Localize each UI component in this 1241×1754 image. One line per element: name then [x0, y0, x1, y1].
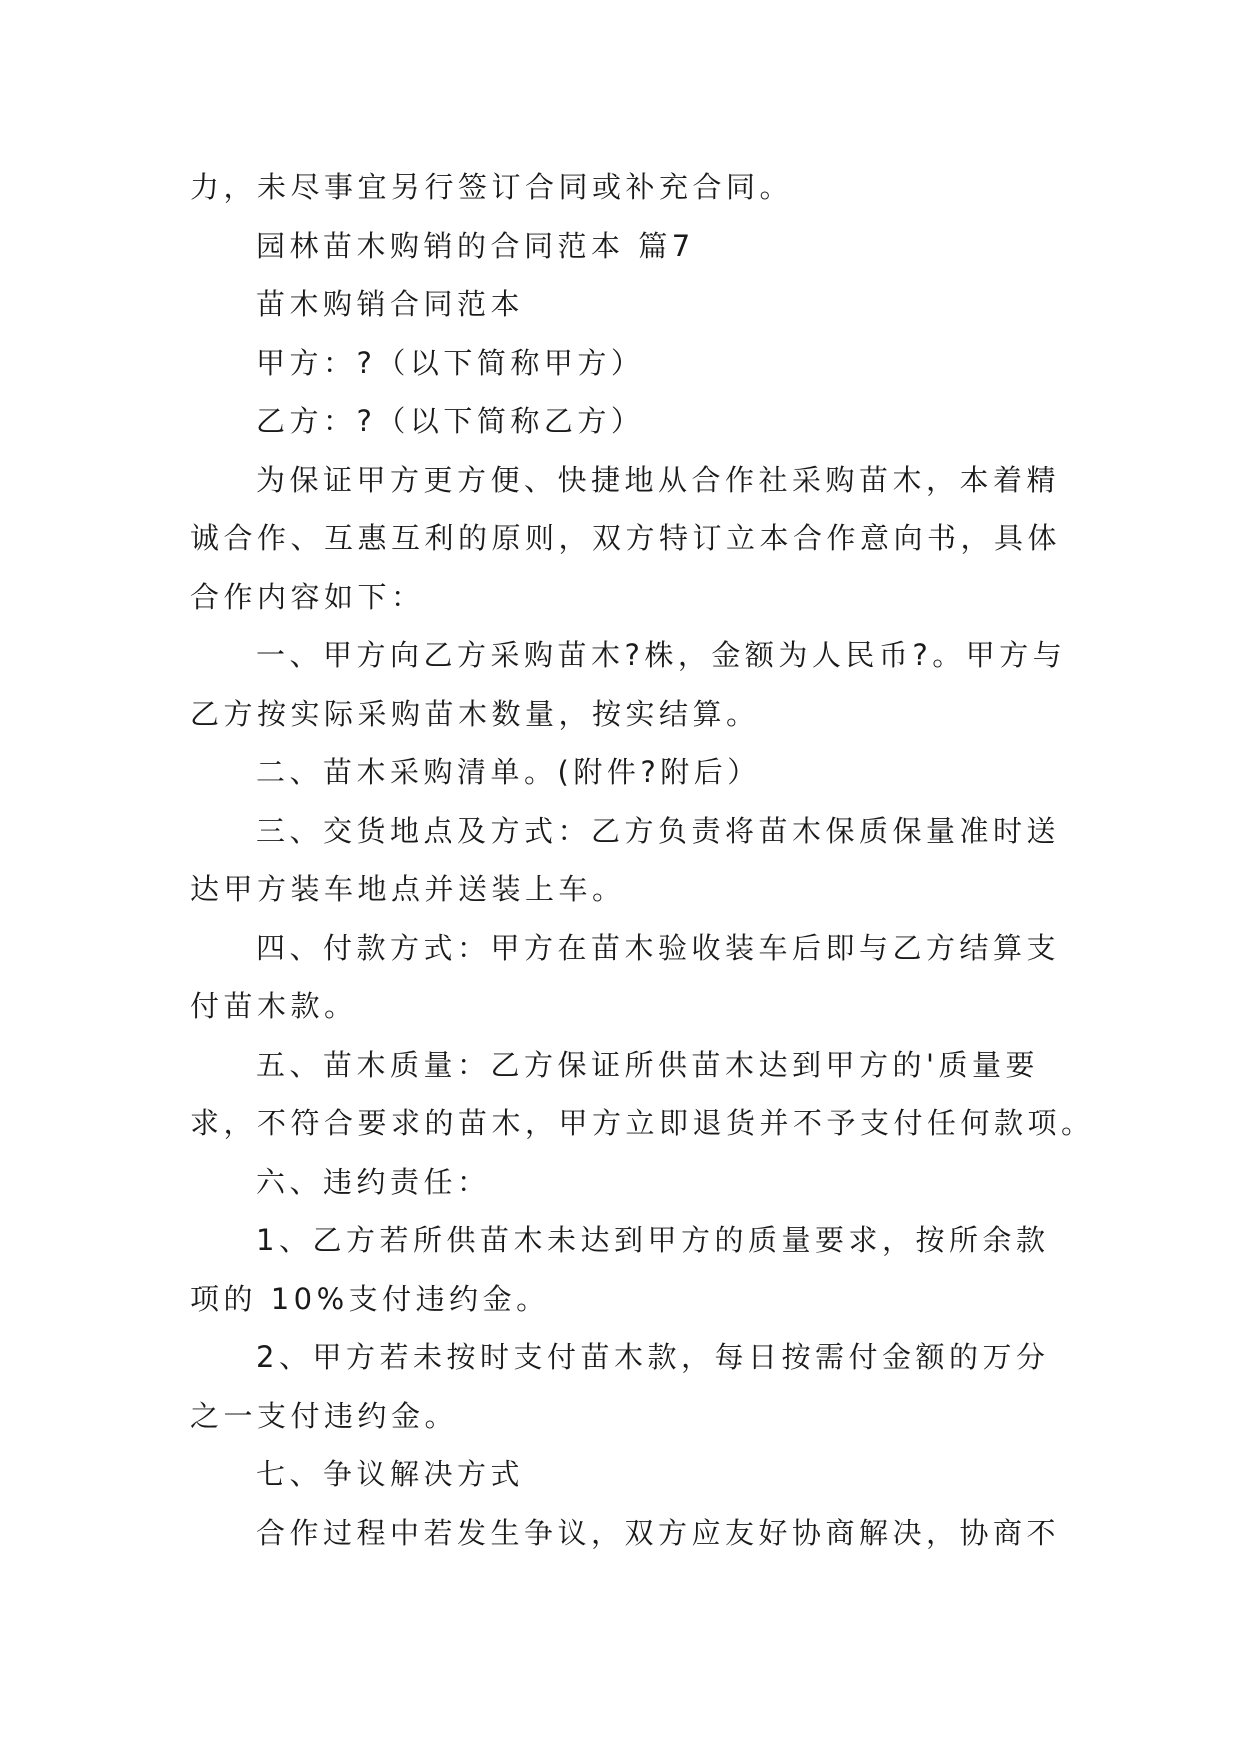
text-line: 力，未尽事宜另行签订合同或补充合同。: [190, 170, 794, 204]
text-line: 达甲方装车地点并送装上车。: [190, 872, 626, 906]
contract-title: 苗木购销合同范本: [256, 287, 525, 321]
text-line: 求，不符合要求的苗木，甲方立即退货并不予支付任何款项。: [190, 1106, 1095, 1140]
party-b-line: 乙方：?（以下简称乙方）: [256, 404, 645, 438]
text-line: 合作过程中若发生争议，双方应友好协商解决，协商不: [256, 1515, 1061, 1550]
document-body: [190, 158, 1095, 1562]
text-line: 乙方按实际采购苗木数量，按实结算。: [190, 696, 760, 731]
sub-clause-1: 1、乙方若所供苗木未达到甲方的质量要求，按所余款: [256, 1223, 1050, 1257]
text-line: 为保证甲方更方便、快捷地从合作社采购苗木，本着精: [256, 462, 1061, 497]
clause-4: 四、付款方式：甲方在苗木验收装车后即与乙方结算支: [256, 930, 1061, 965]
text-line: 合作内容如下：: [190, 579, 425, 614]
clause-7: 七、争议解决方式: [256, 1457, 525, 1491]
text-line: 诚合作、互惠互利的原则，双方特订立本合作意向书，具体: [190, 521, 1062, 555]
clause-1: 一、甲方向乙方采购苗木?株，金额为人民币?。甲方与: [256, 638, 1067, 672]
text-line: 之一支付违约金。: [190, 1398, 459, 1433]
section-heading: 园林苗木购销的合同范本 篇7: [256, 228, 695, 263]
clause-6: 六、违约责任：: [256, 1164, 491, 1199]
clause-3: 三、交货地点及方式：乙方负责将苗木保质保量准时送: [256, 813, 1061, 848]
party-a-line: 甲方：?（以下简称甲方）: [256, 345, 645, 380]
sub-clause-2: 2、甲方若未按时支付苗木款，每日按需付金额的万分: [256, 1340, 1050, 1374]
text-line: 付苗木款。: [190, 989, 358, 1023]
clause-2: 二、苗木采购清单。(附件?附后）: [256, 755, 761, 789]
clause-5: 五、苗木质量：乙方保证所供苗木达到甲方的'质量要: [256, 1047, 1039, 1082]
text-line: 项的 10%支付违约金。: [190, 1281, 550, 1316]
